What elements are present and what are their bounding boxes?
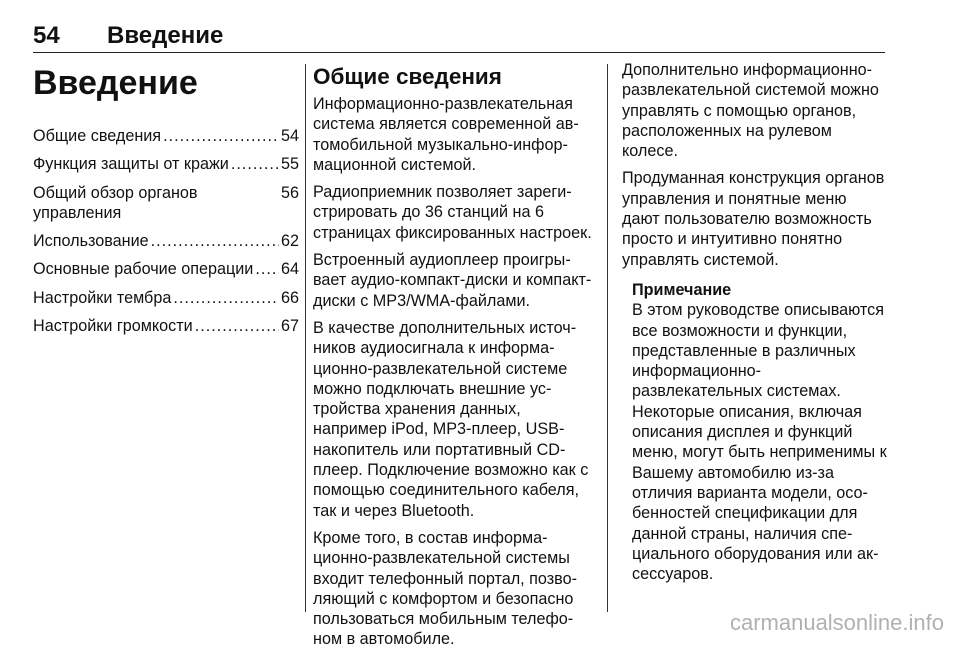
body-paragraph: Продуманная конструкция органов управления и понятные меню дают пользователю возможность просто и интуитивно понятно управлять системой.	[622, 169, 885, 269]
toc-entry-title: Общий обзор органов управления	[33, 183, 198, 222]
toc-leader	[195, 316, 279, 336]
toc-entry[interactable]	[33, 259, 299, 279]
section-title: Общие сведения	[313, 64, 502, 89]
toc-entry-title: Функция защиты от кражи	[33, 155, 229, 174]
toc-entry-title: Настройки тембра	[33, 288, 172, 307]
toc-entry[interactable]	[33, 316, 299, 336]
note-text: В этом руководстве описываются все возможности и функции, представленные в различных информационно-развлекательных системах. Некоторые описания, включая описания дисплея и функций меню, могут быть неприменимы к Вашему автомобилю из-за отличия варианта модели, особенностей спецификации для данной страны, наличия специального оборудования или аксессуаров.	[632, 301, 887, 584]
toc-entry-page: 66	[280, 288, 299, 307]
toc-entry-page: 55	[280, 155, 299, 174]
toc-entry-title: Использование	[33, 232, 149, 251]
toc-entry[interactable]	[33, 231, 299, 251]
note-box	[632, 280, 888, 584]
table-of-contents	[33, 126, 299, 336]
toc-entry[interactable]	[33, 126, 299, 146]
toc-leader	[163, 126, 279, 146]
column-divider	[305, 64, 306, 612]
toc-column	[33, 60, 299, 344]
toc-entry-page: 62	[280, 232, 299, 251]
body-paragraph: Информационно-развлекательная система является современной автомобильной музыкально-информационной системой.	[313, 95, 579, 174]
toc-entry[interactable]	[33, 288, 299, 308]
body-paragraph: Кроме того, в состав информационно-развлекательной системы входит телефонный портал, позволяющий с комфортом и безопасно пользоваться мобильным телефоном в автомобиле.	[313, 528, 577, 649]
body-paragraph: Дополнительно информационно-развлекательной системой можно управлять с помощью органов, расположенных на рулевом колесе.	[622, 61, 879, 161]
body-paragraph: Встроенный аудиоплеер проигрывает аудио-компакт-диски и компакт-диски с MP3/WMA-файлами.	[313, 251, 592, 310]
page-header	[33, 22, 885, 53]
toc-entry-page: 56	[280, 183, 299, 202]
page-number: 54	[33, 22, 60, 49]
body-paragraph: Радиоприемник позволяет зарегистрировать до 36 станций на 6 страницах фиксированных настроек.	[313, 183, 592, 242]
toc-entry-page: 64	[280, 260, 299, 279]
toc-leader	[255, 259, 279, 279]
toc-leader	[173, 288, 279, 308]
toc-entry[interactable]	[33, 183, 299, 224]
toc-entry-title: Основные рабочие операции	[33, 260, 254, 279]
column-divider	[607, 64, 608, 612]
chapter-title: Введение	[33, 64, 198, 102]
body-paragraph: В качестве дополнительных источников аудиосигнала к информационно-развлекательной системе можно подключать внешние устройства хранения данных, например iPod, MP3-плеер, USB-накопитель или портативный CD-плеер. Подключение возможно как с помощью соединительного кабеля, так и через Bluetooth.	[313, 318, 589, 520]
toc-entry[interactable]	[33, 154, 299, 174]
watermark: carmanualsonline.info	[729, 610, 944, 635]
running-header-title: Введение	[107, 22, 224, 49]
toc-entry-title: Общие сведения	[33, 127, 162, 145]
right-column	[622, 60, 888, 584]
toc-entry-page: 54	[280, 127, 299, 145]
middle-column	[313, 60, 593, 657]
toc-leader	[151, 231, 279, 251]
toc-entry-title: Настройки громкости	[33, 317, 193, 336]
toc-leader	[231, 154, 279, 174]
note-title: Примечание	[632, 280, 732, 299]
toc-entry-page: 67	[280, 317, 299, 336]
